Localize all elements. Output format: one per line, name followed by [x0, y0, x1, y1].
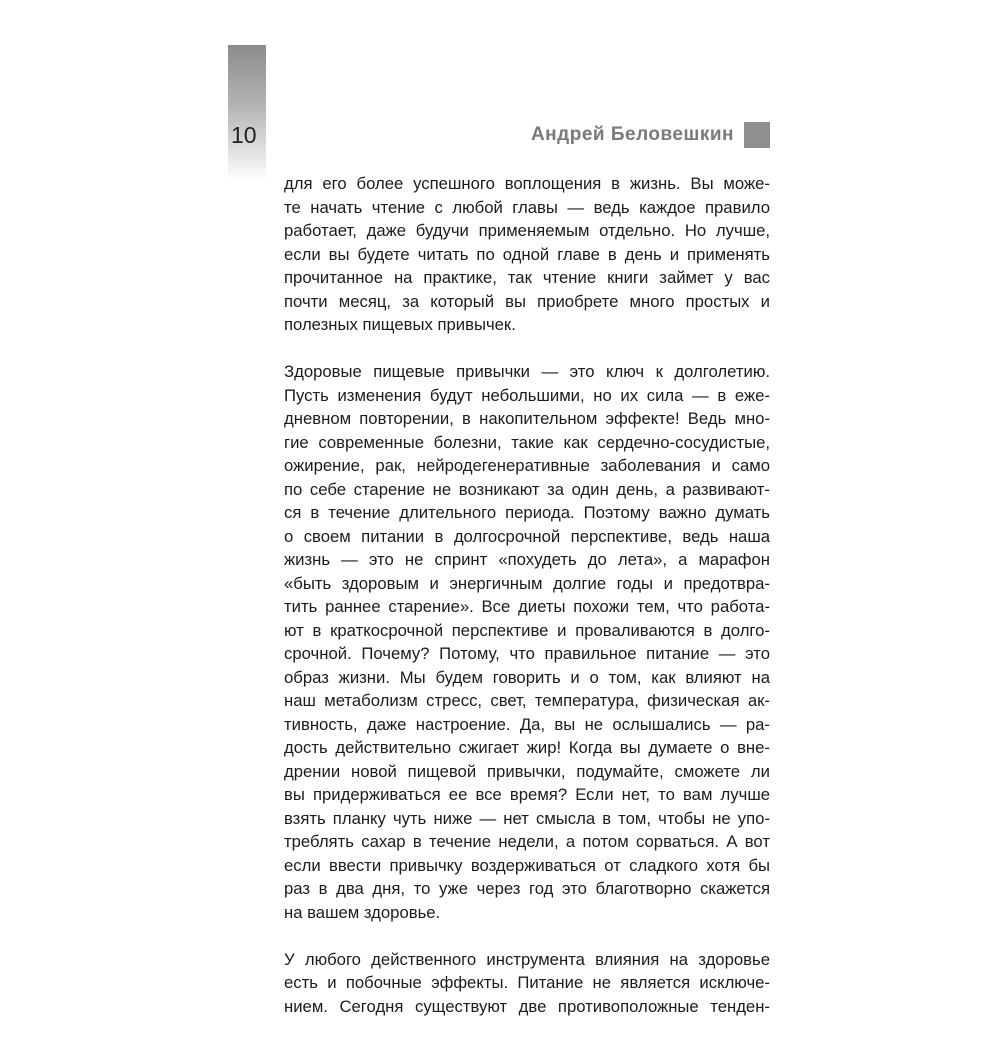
- paragraph-3: [284, 948, 770, 1019]
- page-edge-gradient: [228, 45, 266, 180]
- text-line: есть и побочные эффекты. Питание не является исключе-: [284, 973, 770, 992]
- text-line: по себе старение не возникают за один день, а развивают-: [284, 479, 770, 499]
- text-line: жизнь — это не спринт «похудеть до лета», а марафон: [284, 550, 770, 569]
- text-line: те начать чтение с любой главы — ведь каждое правило: [284, 197, 770, 217]
- text-line: вы придерживаться ее все время? Если нет, то вам лучше: [284, 785, 770, 804]
- text-line: взять планку чуть ниже — нет смысла в том, чтобы не упо-: [284, 808, 770, 828]
- text-line: если вы будете читать по одной главе в день и применять: [284, 244, 770, 264]
- text-line: если ввести привычку воздерживаться от сладкого хотя бы: [284, 855, 770, 875]
- text-line: срочной. Почему? Потому, что правильное питание — это: [284, 644, 770, 663]
- paragraph-2: [284, 360, 770, 924]
- text-line: полезных пищевых привычек.: [284, 315, 516, 334]
- text-line: дневном повторении, в накопительном эффекте! Ведь мно-: [284, 409, 770, 428]
- running-head-marker: [744, 122, 770, 148]
- text-line: ожирение, рак, нейродегенеративные заболевания и само: [284, 456, 770, 475]
- text-line: прочитанное на практике, так чтение книги займет у вас: [284, 268, 770, 287]
- paragraph-1: [284, 172, 770, 337]
- text-line: на вашем здоровье.: [284, 902, 441, 922]
- text-line: о своем питании в долгосрочной перспективе, ведь наша: [284, 526, 770, 546]
- text-line: ся в течение длительного периода. Поэтому важно думать: [284, 503, 770, 522]
- page-number: 10: [231, 122, 257, 148]
- text-line: тивность, даже настроение. Да, вы не ослышались — ра-: [284, 714, 770, 734]
- text-line: для его более успешного воплощения в жизнь. Вы може-: [284, 174, 770, 193]
- text-line: образ жизни. Мы будем говорить и о том, как влияют на: [284, 667, 770, 687]
- text-line: Здоровые пищевые привычки — это ключ к долголетию.: [284, 362, 770, 381]
- text-line: раз в два дня, то уже через год это благотворно скажется: [284, 879, 770, 898]
- text-line: тить раннее старение». Все диеты похожи тем, что работа-: [284, 597, 770, 616]
- text-line: У любого действенного инструмента влияния на здоровье: [284, 949, 770, 969]
- text-line: дость действительно сжигает жир! Когда вы думаете о вне-: [284, 738, 770, 757]
- text-line: «быть здоровым и энергичным долгие годы и предотвра-: [284, 573, 770, 593]
- body-text: [284, 172, 770, 1042]
- text-line: почти месяц, за который вы приобрете много простых и: [284, 291, 770, 311]
- text-line: гие современные болезни, такие как сердечно-сосудистые,: [284, 432, 770, 452]
- text-line: Пусть изменения будут небольшими, но их сила — в еже-: [284, 385, 770, 405]
- text-line: наш метаболизм стресс, свет, температура, физическая ак-: [284, 691, 770, 710]
- text-line: работает, даже будучи применяемым отдельно. Но лучше,: [284, 221, 770, 240]
- text-line: ют в краткосрочной перспективе и проваливаются в долго-: [284, 620, 770, 640]
- text-line: треблять сахар в течение недели, а потом сорваться. А вот: [284, 832, 770, 851]
- text-line: нием. Сегодня существуют две противоположные тенден-: [284, 996, 770, 1016]
- text-line: дрении новой пищевой привычки, подумайте, сможете ли: [284, 761, 770, 781]
- running-head-author: Андрей Беловешкин: [530, 124, 734, 145]
